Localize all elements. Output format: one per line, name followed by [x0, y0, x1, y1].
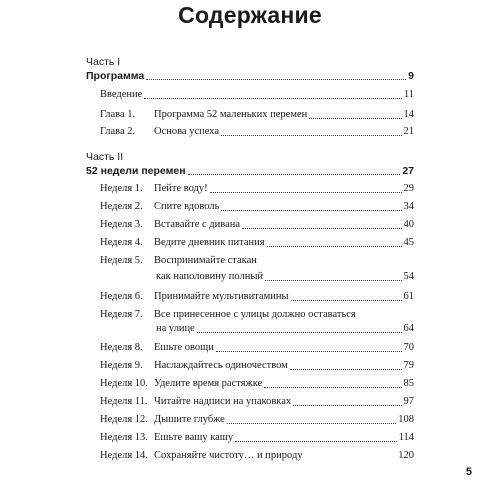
- entry-title: Принимайте мультивитамины: [154, 291, 289, 302]
- spacer: [305, 459, 397, 460]
- dot-leader: [235, 441, 396, 442]
- entry-number: Неделя 14.: [100, 450, 148, 461]
- page-ref: 29: [403, 183, 414, 194]
- entry-title: Все принесенное с улицы должно оставаться: [154, 309, 356, 320]
- toc-section-52-nedeli[interactable]: [86, 164, 414, 178]
- dot-leader: [265, 280, 401, 281]
- dot-leader: [291, 300, 402, 301]
- dot-leader: [293, 405, 401, 406]
- toc-entry-week-13[interactable]: [100, 431, 414, 445]
- toc-entry-week-9[interactable]: [100, 359, 414, 373]
- dot-leader: [144, 98, 402, 99]
- toc-entry-week-3[interactable]: [100, 218, 414, 232]
- entry-number: Неделя 9.: [100, 360, 143, 371]
- section-title: Программа: [86, 70, 145, 82]
- dot-leader: [264, 387, 401, 388]
- page-ref: 11: [403, 89, 414, 100]
- toc-entry-glava-2[interactable]: [100, 125, 414, 139]
- entry-title: Вставайте с дивана: [154, 219, 241, 230]
- part-2-label: Часть II: [86, 151, 124, 163]
- page-ref: 70: [403, 342, 414, 353]
- entry-title: Дышите глубже: [154, 414, 225, 425]
- entry-number: Неделя 4.: [100, 237, 143, 248]
- toc-entry-glava-1[interactable]: [100, 108, 414, 122]
- entry-number: Неделя 6.: [100, 291, 143, 302]
- page-ref: 97: [403, 396, 414, 407]
- toc-entry-week-4[interactable]: [100, 236, 414, 250]
- dot-leader: [188, 174, 401, 175]
- page-ref: 14: [403, 109, 414, 120]
- toc-entry-week-7[interactable]: [100, 308, 414, 322]
- dot-leader: [290, 369, 402, 370]
- toc-entry-week-5[interactable]: [100, 254, 414, 268]
- toc-entry-week-10[interactable]: [100, 377, 414, 391]
- page-ref: 79: [403, 360, 414, 371]
- page-ref: 85: [403, 378, 414, 389]
- entry-title: Ведите дневник питания: [154, 237, 265, 248]
- dot-leader: [227, 423, 396, 424]
- dot-leader: [197, 332, 402, 333]
- toc-entry-week-7-cont[interactable]: [156, 322, 414, 336]
- entry-title: Воспринимайте стакан: [154, 255, 257, 266]
- dot-leader: [221, 135, 401, 136]
- entry-title: Уделите время растяжке: [154, 378, 263, 389]
- page-ref: 120: [398, 450, 414, 461]
- entry-number: Неделя 8.: [100, 342, 143, 353]
- entry-title: Спите вдоволь: [154, 201, 220, 212]
- entry-number: Неделя 2.: [100, 201, 143, 212]
- dot-leader: [242, 228, 401, 229]
- page-ref: 64: [403, 323, 414, 334]
- page-ref: 114: [398, 432, 414, 443]
- entry-title-continuation: на улице: [156, 323, 195, 334]
- page-ref: 34: [403, 201, 414, 212]
- part-1-label: Часть I: [86, 56, 121, 68]
- toc-entry-week-1[interactable]: [100, 182, 414, 196]
- page-title: Содержание: [178, 2, 322, 28]
- entry-number: Неделя 12.: [100, 414, 148, 425]
- entry-number: Неделя 13.: [100, 432, 148, 443]
- entry-number: Неделя 10.: [100, 378, 148, 389]
- entry-title: Ешьте овощи: [154, 342, 214, 353]
- entry-number: Неделя 3.: [100, 219, 143, 230]
- page-ref: 21: [403, 126, 414, 137]
- toc-entry-week-8[interactable]: [100, 341, 414, 355]
- entry-title: Введение: [100, 89, 143, 100]
- toc-entry-week-2[interactable]: [100, 200, 414, 214]
- entry-number: Неделя 5.: [100, 255, 143, 266]
- toc-entry-week-12[interactable]: [100, 413, 414, 427]
- entry-title-continuation: как наполовину полный: [156, 271, 264, 282]
- dot-leader: [216, 351, 402, 352]
- entry-number: Неделя 7.: [100, 309, 143, 320]
- section-title: 52 недели перемен: [86, 165, 186, 177]
- entry-title: Пейте воду!: [154, 183, 208, 194]
- page-number: 5: [465, 466, 472, 478]
- dot-leader: [221, 210, 401, 211]
- dot-leader: [267, 246, 402, 247]
- entry-number: Глава 1.: [100, 109, 136, 120]
- toc-entry-vvedenie[interactable]: [100, 88, 414, 102]
- page-ref: 54: [403, 271, 414, 282]
- entry-title: Читайте надписи на упаковках: [154, 396, 292, 407]
- page-ref: 40: [403, 219, 414, 230]
- entry-title: Основа успеха: [154, 126, 220, 137]
- page-ref: 61: [403, 291, 414, 302]
- toc-entry-week-6[interactable]: [100, 290, 414, 304]
- entry-title: Сохраняйте чистоту… и природу: [154, 450, 303, 461]
- toc-entry-week-11[interactable]: [100, 395, 414, 409]
- page-ref: 27: [402, 165, 414, 177]
- toc-entry-week-5-cont[interactable]: [156, 270, 414, 284]
- entry-number: Неделя 1.: [100, 183, 143, 194]
- entry-number: Неделя 11.: [100, 396, 148, 407]
- entry-title: Программа 52 маленьких перемен: [154, 109, 308, 120]
- dot-leader: [210, 192, 402, 193]
- entry-title: Ешьте вашу кашу: [154, 432, 234, 443]
- page-ref: 45: [403, 237, 414, 248]
- dot-leader: [146, 79, 406, 80]
- entry-number: Глава 2.: [100, 126, 136, 137]
- page-ref: 9: [408, 70, 414, 82]
- toc-entry-week-14[interactable]: [100, 449, 414, 463]
- entry-title: Наслаждайтесь одиночеством: [154, 360, 288, 371]
- page-ref: 108: [398, 414, 414, 425]
- toc-section-programma[interactable]: [86, 69, 414, 83]
- dot-leader: [309, 118, 401, 119]
